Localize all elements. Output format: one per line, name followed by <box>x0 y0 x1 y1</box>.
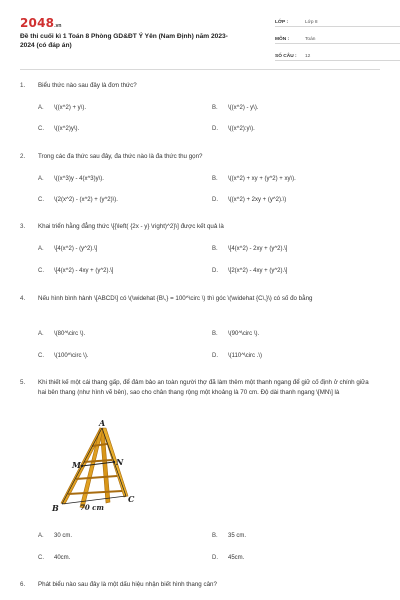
option-text: \(80^\circ \). <box>54 331 86 337</box>
option-text: \(110^\circ .\) <box>228 353 263 359</box>
ladder-diagram <box>40 418 135 513</box>
meta-value: Toán <box>305 37 316 42</box>
ladder-rung <box>84 460 112 462</box>
option-c[interactable] <box>38 267 113 275</box>
option-text: 35 cm. <box>228 533 247 539</box>
meta-value: Lớp 8 <box>305 20 318 25</box>
label-b: B <box>52 503 59 513</box>
option-text: \[2(x^2) - 4xy + (y^2).\] <box>228 268 288 274</box>
option-text: \((x^2) - y\). <box>228 105 259 111</box>
option-a[interactable] <box>38 175 104 183</box>
option-a[interactable] <box>38 104 86 112</box>
option-text: \((x^2) + y\). <box>54 105 86 111</box>
option-letter: C. <box>38 197 44 203</box>
label-a: A <box>99 418 106 428</box>
meta-label: SỐ CÂU : <box>275 54 297 59</box>
option-text: \(2(x^2) - (x^2) + (y^2)\). <box>54 197 118 203</box>
option-text: \[4(x^2) - (y^2).\] <box>54 246 98 252</box>
option-d[interactable] <box>212 352 262 360</box>
option-a[interactable] <box>38 532 72 540</box>
meta-label: MÔN : <box>275 37 290 42</box>
meta-info <box>275 14 400 65</box>
question-number: 2. <box>20 153 26 160</box>
question-text: Khi thiết kế một cái thang gấp, để đảm bảo an toàn người thợ đã làm thêm một thanh ngang để giữ cố định ở chính giữa hai bên thang (như hình vẽ bên), sao cho chân thang rộng một khoảng là 70 cm. Độ dài thanh ngang \[MN\] là <box>38 379 369 396</box>
option-letter: C. <box>38 126 44 132</box>
option-letter: D. <box>212 126 218 132</box>
option-c[interactable] <box>38 196 118 204</box>
option-letter: D. <box>212 197 218 203</box>
option-c[interactable] <box>38 554 70 562</box>
option-text: 30 cm. <box>54 533 73 539</box>
option-c[interactable] <box>38 352 89 360</box>
question-number: 3. <box>20 223 26 230</box>
question-number: 6. <box>20 581 26 588</box>
option-text: 40cm. <box>54 555 71 561</box>
question-text: Nếu hình bình hành \[ABCD\] có \(\widehat {B\,} = 100^\circ \) thì góc \(\widehat {C\,}\) có số đo bằng <box>38 295 313 302</box>
option-text: \((x^2):y\). <box>228 126 255 132</box>
option-text: \(90^\circ \). <box>228 331 260 337</box>
option-text: \((x^2)y\). <box>54 126 80 132</box>
question-number: 4. <box>20 295 26 302</box>
option-letter: B. <box>212 176 218 182</box>
option-text: \[4(x^2) - 4xy + (y^2).\] <box>54 268 114 274</box>
label-m: M <box>72 460 81 470</box>
option-letter: A. <box>38 105 44 111</box>
option-letter: C. <box>38 268 44 274</box>
option-letter: B. <box>212 331 218 337</box>
option-text: \((x^3)y - 4(x^3)y\). <box>54 176 104 182</box>
label-c: C <box>128 494 135 504</box>
logo-suffix: .vn <box>54 23 62 29</box>
option-text: \[4(x^2) - 2xy + (y^2).\] <box>228 246 288 252</box>
page-title: Đề thi cuối kì 1 Toán 8 Phòng GD&ĐT Ý Yên (Nam Định) năm 2023-2024 (có đáp án) <box>20 33 228 49</box>
option-c[interactable] <box>38 125 79 133</box>
option-letter: A. <box>38 246 44 252</box>
question-text: Khai triển hằng đẳng thức \[{\left( {2x - y} \right)^2}\] được kết quả là <box>38 223 224 230</box>
meta-row-class <box>275 14 400 27</box>
option-text: \((x^2) + xy + (y^2) + xy\). <box>228 176 296 182</box>
meta-row-subject <box>275 31 400 44</box>
ladder-rung <box>68 491 122 494</box>
option-letter: C. <box>38 555 44 561</box>
option-b[interactable] <box>212 104 258 112</box>
option-a[interactable] <box>38 330 85 338</box>
label-n: N <box>116 457 124 467</box>
ladder-figure <box>40 418 135 513</box>
question-number: 1. <box>20 82 26 89</box>
header <box>20 14 380 60</box>
question-text: Biểu thức nào sau đây là đơn thức? <box>38 82 137 89</box>
meta-value: 12 <box>305 54 311 59</box>
option-letter: C. <box>38 353 44 359</box>
option-b[interactable] <box>212 245 287 253</box>
point-m <box>81 465 83 467</box>
option-letter: A. <box>38 331 44 337</box>
option-a[interactable] <box>38 245 97 253</box>
question-text: Phát biểu nào sau đây là một dấu hiệu nhận biết hình thang cân? <box>38 581 217 588</box>
option-text: \(100^\circ \). <box>54 353 89 359</box>
option-letter: B. <box>212 533 218 539</box>
option-letter: B. <box>212 246 218 252</box>
option-letter: A. <box>38 533 44 539</box>
option-d[interactable] <box>212 554 244 562</box>
option-letter: A. <box>38 176 44 182</box>
label-width: 70 cm <box>80 503 104 512</box>
option-text: 45cm. <box>228 555 245 561</box>
option-b[interactable] <box>212 175 296 183</box>
option-letter: D. <box>212 268 218 274</box>
point-n <box>113 461 115 463</box>
logo-text: 2048 <box>20 16 55 30</box>
question-number: 5. <box>20 379 26 386</box>
question-text: Trong các đa thức sau đây, đa thức nào là đa thức thu gọn? <box>38 153 203 160</box>
option-letter: D. <box>212 555 218 561</box>
question-5 <box>20 378 380 410</box>
option-letter: D. <box>212 353 218 359</box>
option-d[interactable] <box>212 267 287 275</box>
option-text: \((x^2) + 2xy + (y^2).\) <box>228 197 287 203</box>
option-d[interactable] <box>212 125 255 133</box>
option-d[interactable] <box>212 196 286 204</box>
meta-label: LỚP : <box>275 20 289 25</box>
meta-row-count <box>275 48 400 61</box>
option-b[interactable] <box>212 532 246 540</box>
question-4 <box>20 294 380 314</box>
header-divider <box>20 69 380 70</box>
ladder-rung <box>76 476 117 479</box>
option-letter: B. <box>212 105 218 111</box>
option-b[interactable] <box>212 330 259 338</box>
